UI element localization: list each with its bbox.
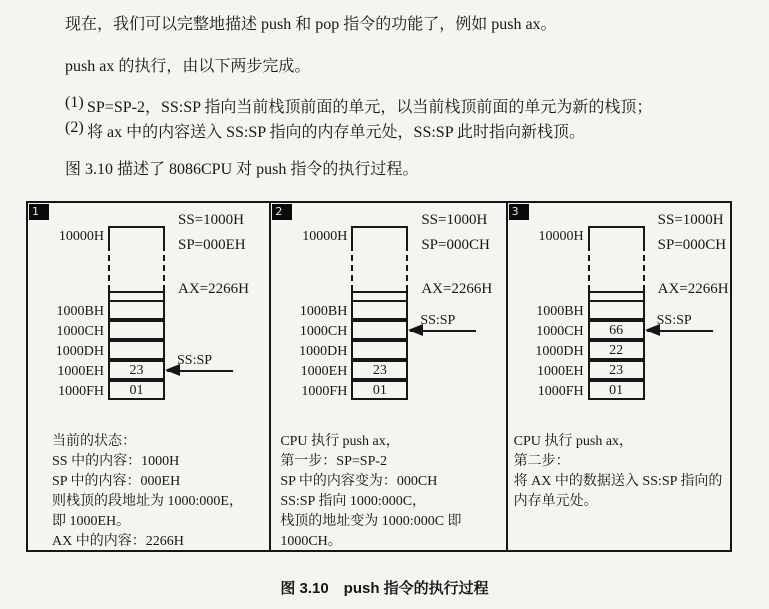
memory-cell	[108, 320, 165, 340]
description-line: 即 1000EH。	[52, 514, 131, 529]
description-line: 第二步：	[513, 454, 570, 469]
stack-top-cell	[588, 226, 645, 245]
memory-row	[271, 382, 408, 402]
panel-1-stack-diagram	[28, 203, 269, 431]
ax-register: AX=2266H	[178, 281, 249, 297]
panel-2-stack-diagram	[271, 203, 505, 431]
address-label: 1000CH	[56, 324, 104, 339]
memory-row	[271, 362, 408, 382]
memory-row	[508, 302, 645, 322]
panel-2-number-badge: 2	[272, 204, 292, 220]
description-line: SP 中的内容：000EH	[52, 474, 181, 489]
panel-2-description	[280, 432, 461, 552]
step-1	[65, 94, 652, 117]
memory-cell: 23	[351, 360, 408, 380]
left-arrow-icon	[410, 330, 476, 332]
address-label: 1000DH	[535, 344, 584, 359]
description-line: 当前的状态：	[52, 434, 136, 449]
memory-cell: 01	[108, 380, 165, 400]
address-label: 1000FH	[301, 384, 348, 399]
stack-ellipsis-dashed	[588, 245, 645, 291]
memory-row	[28, 322, 165, 342]
memory-cell: 01	[351, 380, 408, 400]
register-values	[421, 208, 489, 258]
memory-cell	[351, 320, 408, 340]
left-arrow-icon	[647, 330, 713, 332]
address-label: 1000BH	[56, 304, 104, 319]
memory-rows	[28, 302, 165, 402]
panel-2	[269, 203, 505, 550]
memory-row	[271, 322, 408, 342]
memory-row	[271, 302, 408, 322]
ax-register: AX=2266H	[657, 281, 729, 297]
panel-3-description	[514, 432, 723, 512]
sp-register: SP=000EH	[178, 237, 246, 253]
step-1-number: (1)	[65, 94, 84, 111]
address-label: 1000EH	[57, 364, 104, 379]
ss-sp-pointer	[647, 313, 713, 332]
address-label: 1000BH	[299, 304, 348, 319]
sp-register: SP=000CH	[421, 237, 490, 253]
ax-register: AX=2266H	[421, 281, 493, 297]
figure-reference-paragraph: 图 3.10 描述了 8086CPU 对 push 指令的执行过程。	[65, 161, 419, 178]
memory-rows	[508, 302, 645, 402]
address-label: 1000EH	[300, 364, 348, 379]
register-values	[178, 208, 246, 258]
address-label: 1000CH	[299, 324, 348, 339]
step-2	[65, 119, 585, 142]
panel-3	[506, 203, 730, 550]
panel-1-number-badge: 1	[29, 204, 49, 220]
description-line: SS:SP 指向 1000:000C，	[280, 494, 427, 509]
address-label: 1000CH	[536, 324, 584, 339]
top-address-label: 10000H	[538, 229, 584, 244]
memory-cell	[351, 300, 408, 320]
memory-cell	[588, 300, 645, 320]
address-label: 1000DH	[55, 344, 104, 359]
description-line: CPU 执行 push ax，	[280, 434, 400, 449]
panel-1-description	[52, 432, 243, 552]
memory-row	[28, 362, 165, 382]
memory-cell: 23	[588, 360, 645, 380]
stack-top-cell	[351, 226, 408, 245]
address-label: 1000FH	[537, 384, 584, 399]
memory-rows	[271, 302, 408, 402]
stack-ellipsis-dashed	[351, 245, 408, 291]
memory-cell: 01	[588, 380, 645, 400]
ss-register: SS=1000H	[421, 212, 488, 228]
memory-row	[28, 382, 165, 402]
memory-cell: 66	[588, 320, 645, 340]
memory-row	[28, 342, 165, 362]
intro-paragraph: 现在，我们可以完整地描述 push 和 pop 指令的功能了，例如 push ax。	[65, 16, 557, 33]
figure-3-10	[26, 201, 732, 552]
ss-sp-label: SS:SP	[420, 313, 456, 328]
panel-1	[28, 203, 269, 550]
memory-row	[508, 322, 645, 342]
memory-cell	[351, 340, 408, 360]
description-line: SP 中的内容变为：000CH	[280, 474, 438, 489]
memory-row	[28, 302, 165, 322]
address-label: 1000BH	[536, 304, 584, 319]
address-label: 1000EH	[536, 364, 584, 379]
stack-top-cell	[108, 226, 165, 245]
figure-caption: 图 3.10 push 指令的执行过程	[280, 580, 489, 597]
panel-3-stack-diagram	[508, 203, 730, 431]
memory-row	[508, 362, 645, 382]
memory-cell: 22	[588, 340, 645, 360]
description-line: 内存单元处。	[513, 494, 598, 509]
step-2-number: (2)	[65, 119, 84, 136]
exec-paragraph: push ax 的执行，由以下两步完成。	[65, 58, 311, 75]
ss-register: SS=1000H	[657, 212, 724, 228]
description-line: CPU 执行 push ax，	[513, 434, 634, 449]
left-arrow-icon	[167, 370, 233, 372]
address-label: 1000DH	[299, 344, 348, 359]
memory-cell	[108, 340, 165, 360]
register-values	[658, 208, 726, 258]
memory-row	[508, 382, 645, 402]
panel-3-number-badge: 3	[509, 204, 529, 220]
memory-row	[508, 342, 645, 362]
ss-sp-label: SS:SP	[656, 313, 692, 328]
description-line: 则栈顶的段地址为 1000:000E，	[52, 494, 243, 509]
memory-cell: 23	[108, 360, 165, 380]
ss-sp-pointer	[410, 313, 476, 332]
description-line: 1000CH。	[280, 534, 342, 549]
sp-register: SP=000CH	[657, 237, 727, 253]
top-address-label: 10000H	[302, 229, 348, 244]
stack-ellipsis-dashed	[108, 245, 165, 291]
description-line: 第一步：SP=SP-2	[280, 454, 388, 469]
memory-cell	[108, 300, 165, 320]
description-line: AX 中的内容：2266H	[52, 534, 184, 549]
ss-sp-label: SS:SP	[177, 353, 213, 368]
description-line: SS 中的内容：1000H	[52, 454, 180, 469]
ss-sp-pointer	[167, 353, 233, 372]
step-2-text: 将 ax 中的内容送入 SS:SP 指向的内存单元处，SS:SP 此时指向新栈顶。	[87, 124, 585, 141]
memory-row	[271, 342, 408, 362]
ss-register: SS=1000H	[178, 212, 244, 228]
description-line: 栈顶的地址变为 1000:000C 即	[280, 514, 462, 529]
step-1-text: SP=SP-2，SS:SP 指向当前栈顶前面的单元，以当前栈顶前面的单元为新的栈顶；	[87, 99, 653, 116]
address-label: 1000FH	[58, 384, 104, 399]
top-address-label: 10000H	[58, 229, 104, 244]
description-line: 将 AX 中的数据送入 SS:SP 指向的	[513, 474, 723, 489]
